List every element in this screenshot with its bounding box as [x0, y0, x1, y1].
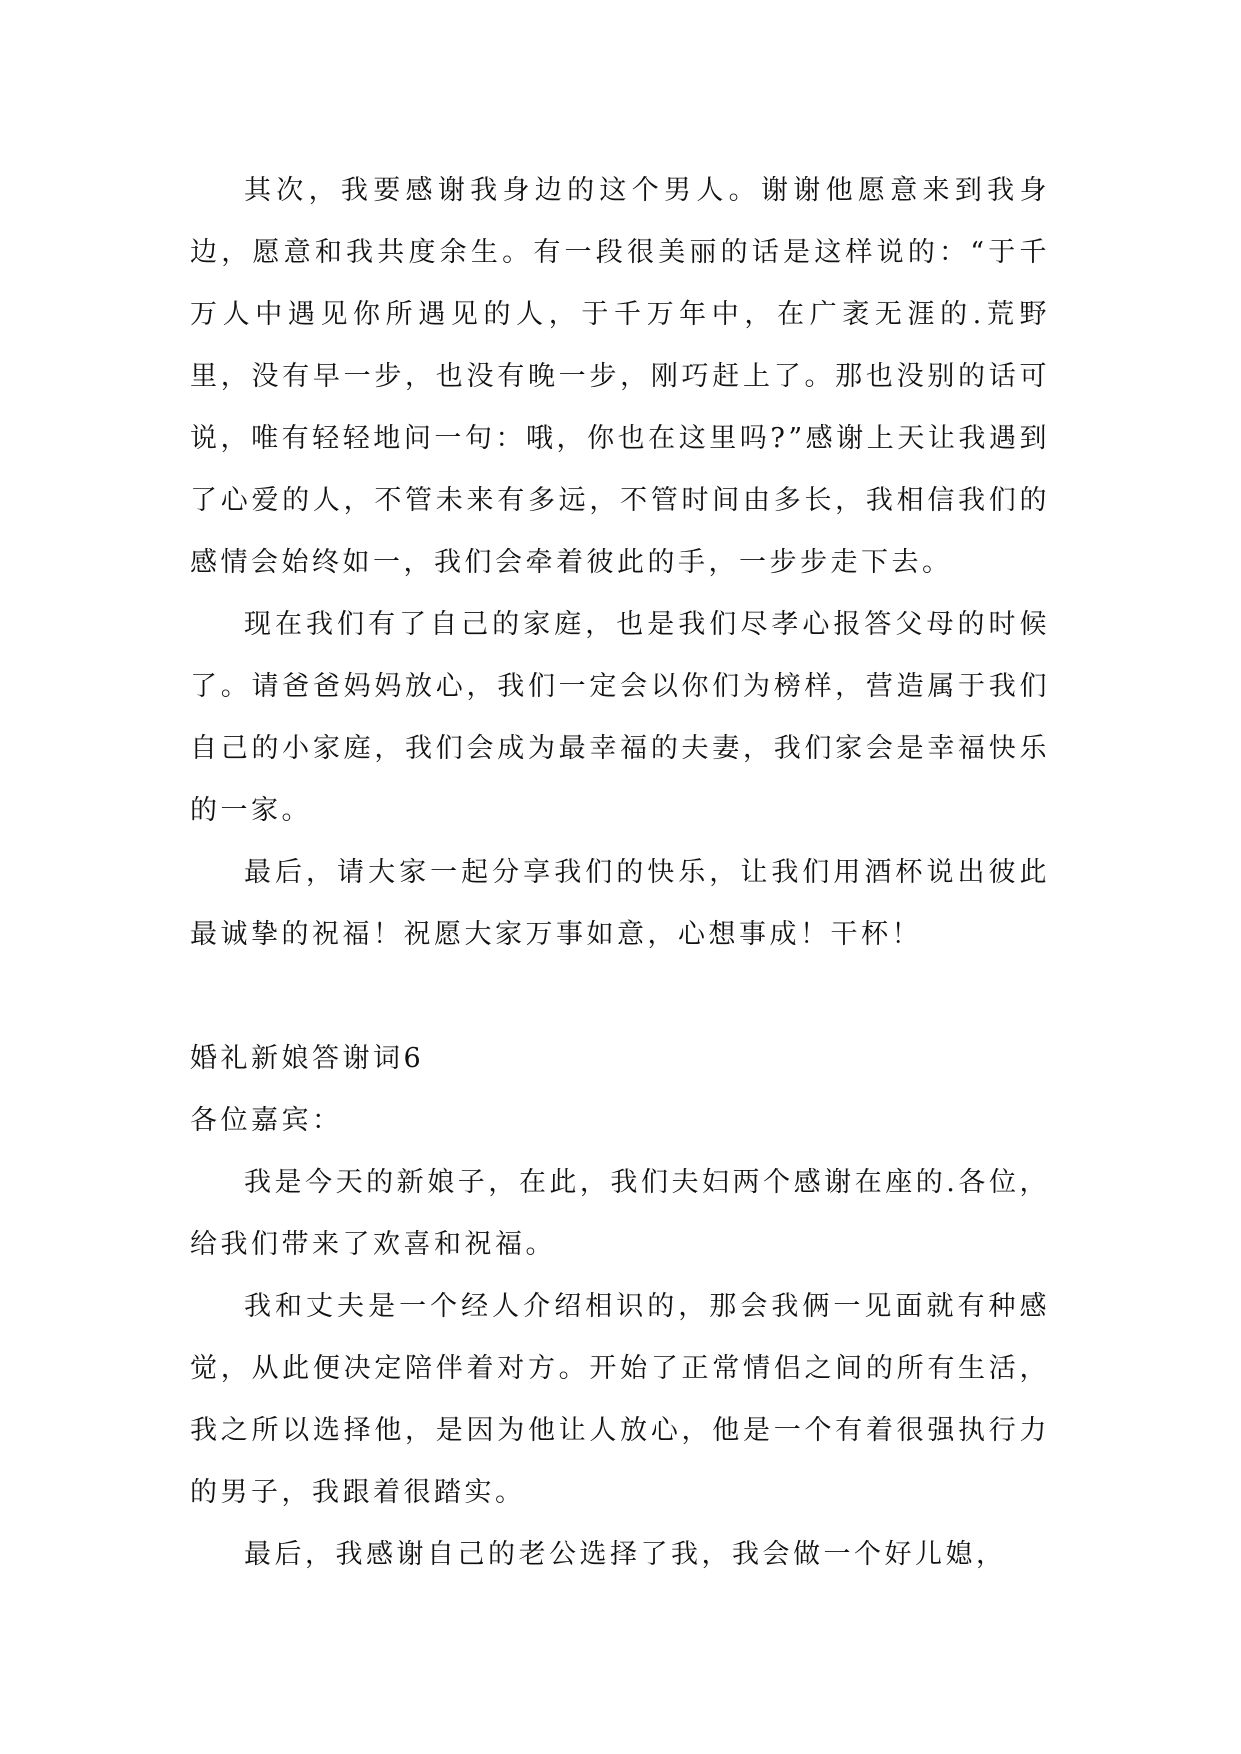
paragraph-family: 现在我们有了自己的家庭，也是我们尽孝心报答父母的时候了。请爸爸妈妈放心，我们一定会以你们为榜样，营造属于我们自己的小家庭，我们会成为最幸福的夫妻，我们家会是幸福快乐的一家。	[190, 609, 1050, 826]
paragraph-closing: 最后，我感谢自己的老公选择了我，我会做一个好儿媳，	[244, 1539, 1007, 1570]
section-spacer	[190, 966, 1050, 1028]
document-body	[190, 160, 1050, 1586]
paragraph-how-met: 我和丈夫是一个经人介绍相识的，那会我俩一见面就有种感觉，从此便决定陪伴着对方。开始了正常情侣之间的所有生活，我之所以选择他，是因为他让人放心，他是一个有着很强执行力的男子，我跟着很踏实。	[190, 1291, 1050, 1508]
section-title: 婚礼新娘答谢词6	[190, 1043, 425, 1074]
paragraph-thanks-husband: 其次，我要感谢我身边的这个男人。谢谢他愿意来到我身边，愿意和我共度余生。有一段很美丽的话是这样说的：“于千万人中遇见你所遇见的人，于千万年中，在广袤无涯的.荒野里，没有早一步，也没有晚一步，刚巧赶上了。那也没别的话可说，唯有轻轻地问一句：哦，你也在这里吗?”感谢上天让我遇到了心爱的人，不管未来有多远，不管时间由多长，我相信我们的感情会始终如一，我们会牵着彼此的手，一步步走下去。	[190, 175, 1050, 578]
salutation: 各位嘉宾：	[190, 1105, 343, 1136]
paragraph-toast: 最后，请大家一起分享我们的快乐，让我们用酒杯说出彼此最诚挚的祝福！祝愿大家万事如意，心想事成！干杯！	[190, 857, 1050, 950]
paragraph-introduction: 我是今天的新娘子，在此，我们夫妇两个感谢在座的.各位，给我们带来了欢喜和祝福。	[190, 1167, 1050, 1260]
